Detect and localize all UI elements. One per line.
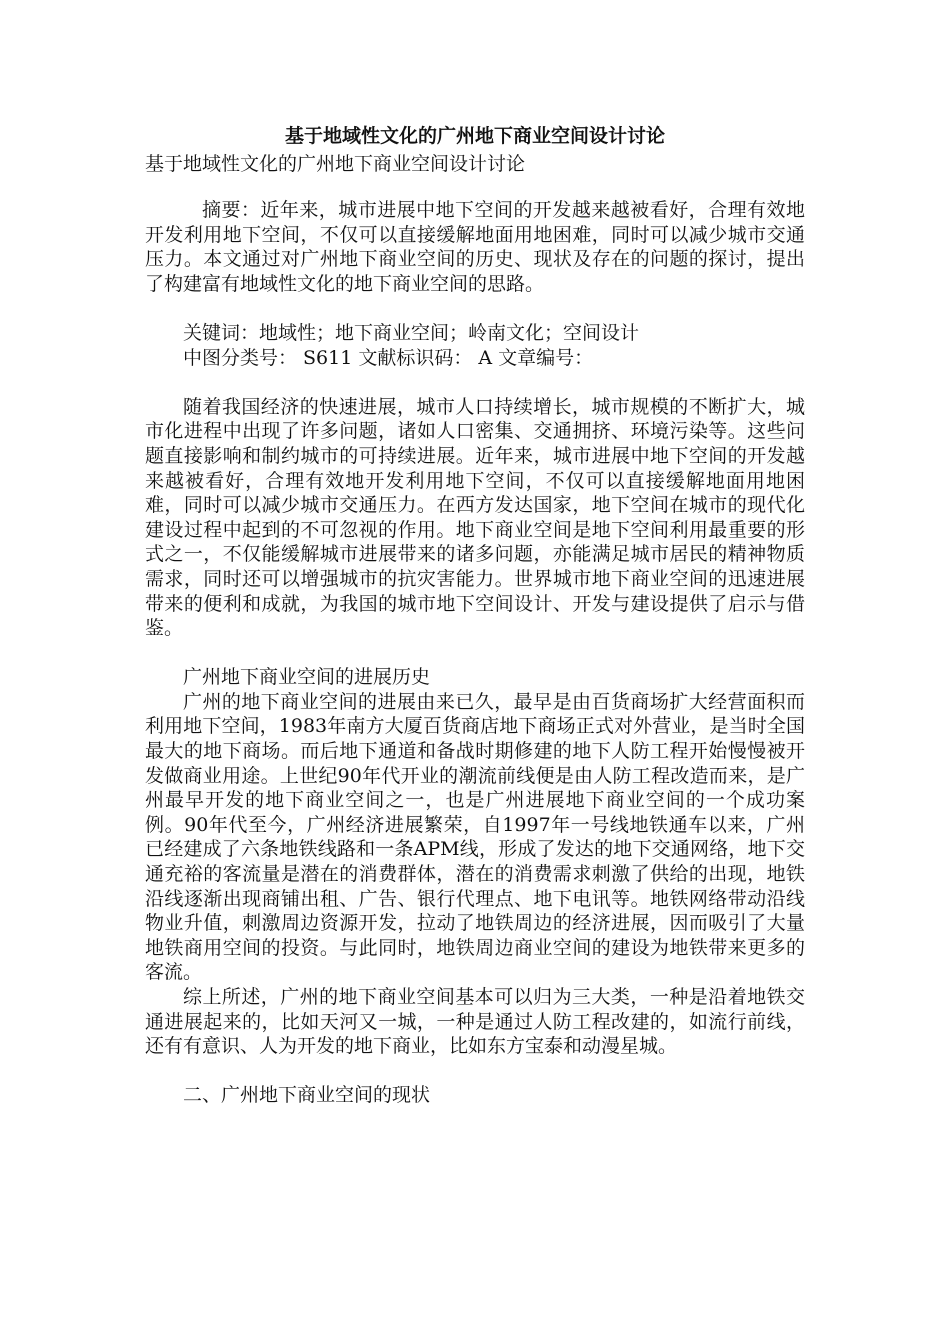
- abstract-paragraph: 摘要：近年来，城市进展中地下空间的开发越来越被看好，合理有效地开发利用地下空间，不仅可以直接缓解地面用地困难，同时可以减少城市交通压力。本文通过对广州地下商业空间的历史、现状及存在的问题的探讨，提出了构建富有地域性文化的地下商业空间的思路。: [145, 199, 805, 295]
- spacer: [145, 1059, 805, 1084]
- document-title: 基于地域性文化的广州地下商业空间设计讨论: [284, 125, 665, 147]
- spacer: [145, 641, 805, 666]
- section-heading-status: 二、广州地下商业空间的现状: [183, 1084, 431, 1107]
- document-body: [145, 198, 805, 1108]
- spacer: [145, 296, 805, 321]
- summary-paragraph: 综上所述，广州的地下商业空间基本可以归为三大类，一种是沿着地铁交通进展起来的，比如天河又一城，一种是通过人防工程改建的，如流行前线，还有有意识、人为开发的地下商业，比如东方宝泰和动漫星城。: [145, 986, 805, 1058]
- document-subtitle: 基于地域性文化的广州地下商业空间设计讨论: [145, 153, 526, 175]
- classification-line: 中图分类号： S611 文献标识码： A 文章编号：: [183, 346, 594, 369]
- section-heading-history: 广州地下商业空间的进展历史: [183, 666, 431, 689]
- history-paragraph: 广州的地下商业空间的进展由来已久，最早是由百货商场扩大经营面积而利用地下空间，1983年南方大厦百货商店地下商场正式对外营业，是当时全国最大的地下商场。而后地下通道和备战时期修建的地下人防工程开始慢慢被开发做商业用途。上世纪90年代开业的潮流前线便是由人防工程改造而来，是广州最早开发的地下商业空间之一，也是广州进展地下商业空间的一个成功案例。90年代至今，广州经济进展繁荣，自1997年一号线地铁通车以来，广州已经建成了六条地铁线路和一条APM线，形成了发达的地下交通网络，地下交通充裕的客流量是潜在的消费群体，潜在的消费需求刺激了供给的出现，地铁沿线逐渐出现商铺出租、广告、银行代理点、地下电讯等。地铁网络带动沿线物业升值，刺激周边资源开发，拉动了地铁周边的经济进展，因而吸引了大量地铁商用空间的投资。与此同时，地铁周边商业空间的建设为地铁带来更多的客流。: [145, 690, 805, 984]
- spacer: [145, 370, 805, 395]
- keywords-line: 关键词：地域性；地下商业空间；岭南文化；空间设计: [183, 321, 640, 344]
- intro-paragraph: 随着我国经济的快速进展，城市人口持续增长，城市规模的不断扩大，城市化进程中出现了许多问题，诸如人口密集、交通拥挤、环境污染等。这些问题直接影响和制约城市的可持续进展。近年来，城市进展中地下空间的开发越来越被看好，合理有效地开发利用地下空间，不仅可以直接缓解地面用地困难，同时可以减少城市交通压力。在西方发达国家，地下空间在城市的现代化建设过程中起到的不可忽视的作用。地下商业空间是地下空间利用最重要的形式之一，不仅能缓解城市进展带来的诸多问题，亦能满足城市居民的精神物质需求，同时还可以增强城市的抗灾害能力。世界城市地下商业空间的迅速进展带来的便利和成就，为我国的城市地下空间设计、开发与建设提供了启示与借鉴。: [145, 395, 805, 640]
